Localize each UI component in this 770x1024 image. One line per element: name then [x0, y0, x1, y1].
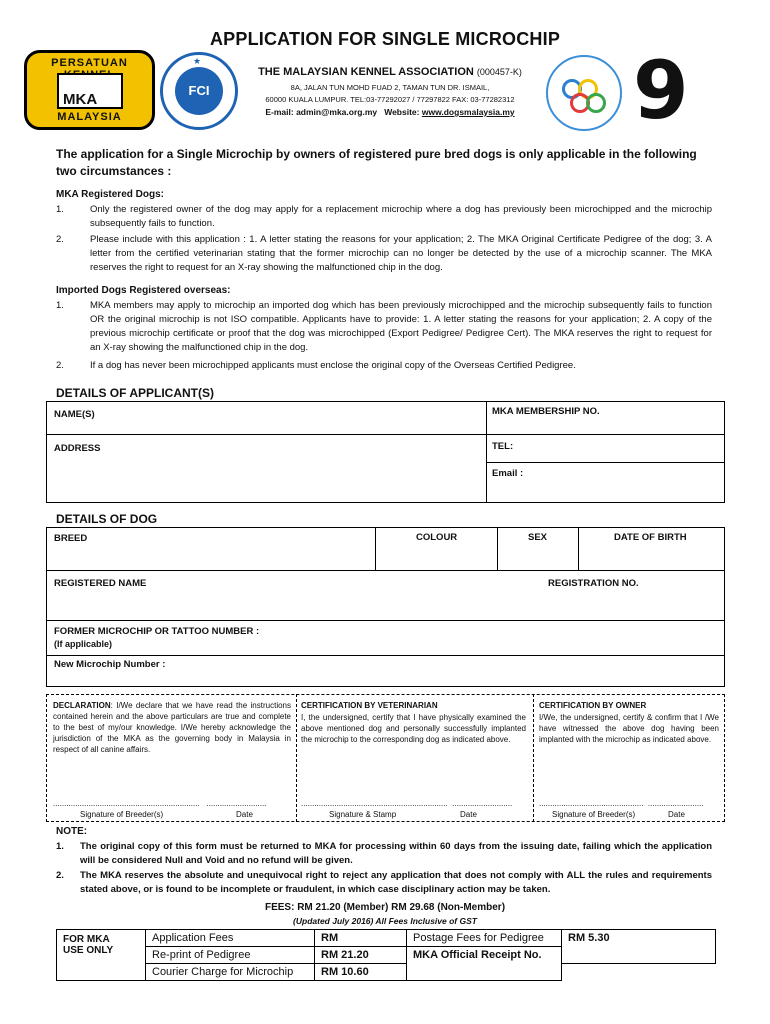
- org-address-2: 60000 KUALA LUMPUR. TEL:03-77292027 / 77297822 FAX: 03-77282312: [265, 95, 515, 104]
- vet-text: I, the undersigned, certify that I have physically examined the above mentioned dog and personally successfully implanted the microchip to the corresponding dog as indicated above.: [301, 713, 526, 744]
- divider: [296, 694, 297, 822]
- note-item: [56, 840, 716, 868]
- office-use-label: [57, 930, 146, 981]
- declaration-label: DECLARATION: [53, 701, 111, 710]
- postage-label: Postage Fees for Pedigree: [407, 930, 562, 947]
- office-label-1: FOR MKA: [63, 934, 110, 945]
- breed-field[interactable]: BREED: [54, 533, 88, 544]
- dots: .........................: [647, 799, 704, 808]
- page-title: APPLICATION FOR SINGLE MICROCHIP: [209, 29, 561, 49]
- dots: ...............................................: [539, 799, 644, 808]
- dots: ...........................: [452, 799, 513, 808]
- declaration-body: : I/We declare that we have read the instructions contained herein and the above particulars are true and complete to the best of my/our knowledge. I/We hereby acknowledge the jurisdiction of the MKA as the governing body in Malaysia in respect of all canine affairs.: [53, 701, 291, 754]
- org-address-1: 8A, JALAN TUN MOHD FUAD 2, TAMAN TUN DR. ISMAIL,: [290, 83, 490, 92]
- star-icon: ★: [193, 56, 202, 66]
- form-number: 9: [633, 44, 689, 137]
- divider: [497, 527, 498, 570]
- registration-no-field[interactable]: REGISTRATION NO.: [548, 578, 639, 589]
- vet-label: CERTIFICATION BY VETERINARIAN: [301, 701, 438, 710]
- website-link[interactable]: www.dogsmalaysia.my: [421, 107, 515, 117]
- website-label: Website:: [384, 107, 420, 117]
- table-spacer: [562, 964, 716, 981]
- list-text: Please include with this application : 1. A letter stating the reasons for your application; 2. The MKA Original Certificate Pedigree of the dog; 3. A letter from the certified veterinarian stating that the former microchip can no longer be detected by the use of a microchip scanner. The MKA reserves the right to request for an X-ray showing the malfunctioned chip in the dog.: [90, 234, 712, 273]
- divider: [375, 527, 376, 570]
- fee-desc: Application Fees: [146, 930, 315, 947]
- org-name: THE MALAYSIAN KENNEL ASSOCIATION: [258, 66, 474, 78]
- address-field[interactable]: ADDRESS: [54, 443, 101, 454]
- mka-logo-center-text: MKA: [63, 91, 98, 108]
- list-num: 2.: [56, 360, 64, 371]
- tel-field[interactable]: TEL:: [492, 441, 514, 452]
- org-email: E-mail: admin@mka.org.my: [265, 107, 378, 117]
- owner-sign-line: [539, 798, 719, 809]
- note-text: The MKA reserves the absolute and unequivocal right to reject any application that does not comply with ALL the rules and requirements stated above, or is found to be incomplete or fraudulent, in which case disciplinary action may be taken.: [80, 870, 712, 895]
- fee-desc: Re-print of Pedigree: [146, 947, 315, 964]
- applicant-heading: DETAILS OF APPLICANT(S): [56, 386, 214, 400]
- fci-logo-text: FCI: [175, 67, 223, 115]
- mka-logo: [24, 50, 155, 130]
- asia-pacific-logo: [546, 55, 622, 131]
- divider: [486, 462, 725, 463]
- office-label-2: USE ONLY: [63, 945, 114, 956]
- owner-text: I/We, the undersigned, certify & confirm that I /We have witnessed the above dog having been implanted with the microchip as indicated above.: [539, 713, 719, 744]
- list-text: If a dog has never been microchipped applicants must enclose the original copy of the Overseas Certified Pedigree.: [90, 360, 576, 371]
- list-item: [56, 233, 716, 275]
- declaration-signature-label[interactable]: Signature of Breeder(s): [80, 810, 164, 819]
- sex-field[interactable]: SEX: [528, 532, 548, 543]
- name-field[interactable]: NAME(S): [54, 409, 95, 420]
- list-item: [56, 203, 716, 231]
- divider: [46, 570, 725, 571]
- declaration-date-label[interactable]: Date: [236, 810, 253, 819]
- vet-sign-line: [301, 798, 526, 809]
- mka-logo-top-text: PERSATUAN: [51, 57, 128, 69]
- mka-registered-heading: MKA Registered Dogs:: [56, 189, 164, 200]
- dots: ..................................................................: [301, 799, 448, 808]
- owner-date-label[interactable]: Date: [668, 810, 685, 819]
- declaration-sign-line: [53, 798, 291, 809]
- divider: [46, 434, 725, 435]
- dog-heading: DETAILS OF DOG: [56, 512, 158, 526]
- divider: [578, 527, 579, 570]
- list-text: Only the registered owner of the dog may apply for a replacement microchip where a dog has previously been microchipped and the microchip subsequently fails to function.: [90, 204, 712, 229]
- fee-desc: Courier Charge for Microchip: [146, 964, 315, 981]
- divider: [533, 694, 534, 822]
- intro-text: The application for a Single Microchip by owners of registered pure bred dogs is only applicable in the following two circumstances :: [56, 147, 697, 178]
- divider: [46, 655, 725, 656]
- divider: [486, 401, 487, 503]
- org-reg: (000457-K): [476, 67, 522, 77]
- registered-name-field[interactable]: REGISTERED NAME: [54, 578, 147, 589]
- fee-amount: RM 21.20: [315, 947, 407, 964]
- org-name-line: [200, 66, 580, 78]
- mka-logo-bottom-text: MALAYSIA: [57, 111, 122, 123]
- dots: ...........................: [206, 799, 267, 808]
- vet-date-label[interactable]: Date: [460, 810, 477, 819]
- divider: [46, 620, 725, 621]
- if-applicable-note: (If applicable): [54, 639, 113, 649]
- dob-field[interactable]: DATE OF BIRTH: [614, 532, 687, 543]
- fee-amount: RM: [315, 930, 407, 947]
- new-chip-field[interactable]: New Microchip Number :: [54, 659, 166, 670]
- note-num: 1.: [56, 841, 64, 852]
- fees-updated: (Updated July 2016) All Fees Inclusive of GST: [293, 916, 477, 926]
- org-contact: [200, 107, 580, 117]
- fees-line: FEES: RM 21.20 (Member) RM 29.68 (Non-Member): [264, 902, 506, 913]
- list-text: MKA members may apply to microchip an imported dog which has been previously microchipped and the microchip subsequently fails to function OR the original microchip is not ISO compatible. Applicants have to provide: 1. A letter stating the reasons for your application; 2. A copy of the previous microchip certificate or proof that the dog was microchipped (Export Pedigree/ Pedigree Cert). The MKA reserves the right to request for an X-ray showing the malfunctioned chip in the dog.: [90, 300, 712, 353]
- postage-value: RM 5.30: [562, 930, 716, 964]
- email-field[interactable]: Email :: [492, 468, 524, 479]
- membership-field[interactable]: MKA MEMBERSHIP NO.: [492, 406, 600, 417]
- receipt-label[interactable]: MKA Official Receipt No.: [407, 947, 562, 981]
- note-heading: NOTE:: [56, 826, 88, 837]
- list-item: [56, 299, 716, 355]
- fee-amount: RM 10.60: [315, 964, 407, 981]
- colour-field[interactable]: COLOUR: [416, 532, 458, 543]
- imported-heading: Imported Dogs Registered overseas:: [56, 285, 231, 296]
- office-use-table: [56, 929, 716, 981]
- list-item: [56, 359, 716, 373]
- owner-signature-label[interactable]: Signature of Breeder(s): [552, 810, 636, 819]
- declaration-text: [53, 700, 291, 755]
- list-num: 1.: [56, 204, 64, 215]
- dots: ..................................................................: [53, 799, 200, 808]
- former-chip-field[interactable]: FORMER MICROCHIP OR TATTOO NUMBER :: [54, 626, 260, 637]
- note-num: 2.: [56, 870, 64, 881]
- list-num: 1.: [56, 300, 64, 311]
- vet-signature-label[interactable]: Signature & Stamp: [329, 810, 397, 819]
- list-num: 2.: [56, 234, 64, 245]
- applicant-box: [46, 401, 725, 503]
- ring-green: [586, 93, 606, 113]
- owner-label: CERTIFICATION BY OWNER: [539, 701, 647, 710]
- note-item: [56, 869, 716, 897]
- note-text: The original copy of this form must be returned to MKA for processing within 60 days from the issuing date, failing which the application will be considered Null and Void and no refund will be given.: [80, 841, 712, 866]
